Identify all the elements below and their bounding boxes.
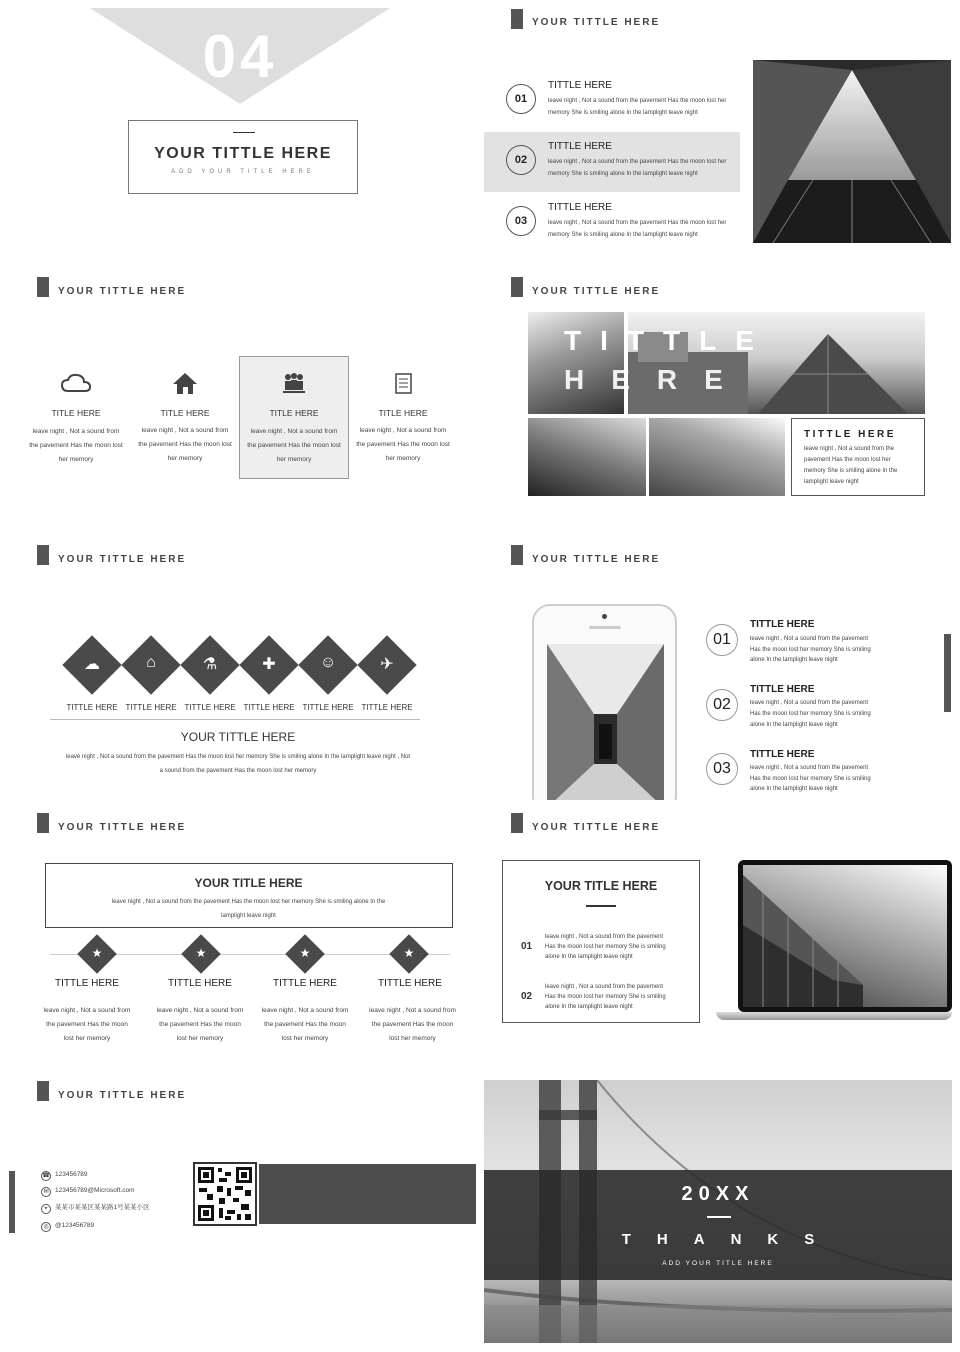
contact-address: 某某市某某区某某路1号某某小区 (55, 1204, 150, 1211)
medical-kit-icon: ✚ (262, 656, 276, 673)
phone-icon: ☎ (42, 1173, 50, 1179)
slide-contact (0, 1074, 476, 1336)
feature-title: TITLE HERE (269, 408, 319, 418)
item-text: alone In the lamplight leave night (750, 722, 838, 728)
item-text: memory She is smiling alone In the lamplight leave night (548, 171, 698, 177)
slide-icon-features (0, 270, 476, 532)
star-icon: ★ (195, 946, 207, 960)
laptop-mockup (716, 858, 952, 1024)
item-title: TITTLE HERE (378, 978, 442, 989)
phone-speaker (589, 626, 621, 629)
item-text: leave night , Not a sound from the pavement (750, 765, 869, 771)
slide-header: YOUR TITTLE HERE (58, 822, 187, 833)
item-text: lost her memory (389, 1035, 436, 1042)
header-bar (37, 813, 49, 833)
feature-text: the pavement Has the moon lost (138, 441, 232, 448)
slide-header: YOUR TITTLE HERE (532, 822, 661, 833)
title-underline (586, 905, 616, 907)
item-title: TITTLE HERE (750, 749, 815, 760)
slide-section-cover (0, 0, 476, 262)
item-text: Has the moon lost her memory She is smiling (545, 944, 666, 950)
item-text: alone In the lamplight leave night (750, 657, 838, 663)
building-photo-3 (528, 418, 646, 496)
box-title: YOUR TITLE HERE (544, 879, 658, 893)
caption-box (791, 418, 925, 496)
slide-numbered-list (484, 0, 960, 262)
star-icon: ★ (403, 946, 415, 960)
item-text: the pavement Has the moon (46, 1021, 128, 1028)
box-text: leave night , Not a sound from the pavement Has the moon lost her memory She is smiling alone In the (111, 899, 386, 905)
icon-label: TITTLE HERE (361, 703, 413, 712)
item-text: the pavement Has the moon (264, 1021, 346, 1028)
contact-phone: 123456789 (55, 1171, 88, 1178)
item-text: Has the moon lost her memory She is smiling (750, 647, 871, 653)
item-title: TITTLE HERE (750, 619, 815, 630)
item-number: 01 (521, 941, 533, 952)
item-title: TITTLE HERE (750, 684, 815, 695)
cloud-icon (60, 373, 92, 395)
feature-text: her memory (58, 456, 94, 463)
feature-text: leave night , Not a sound from (141, 427, 229, 434)
team-icon: ☺ (319, 654, 337, 671)
item-title: TITTLE HERE (55, 978, 119, 989)
feature-text: leave night , Not a sound from (32, 428, 120, 435)
caption-title: TITTLE HERE (804, 429, 896, 440)
slide-header: YOUR TITTLE HERE (532, 286, 661, 297)
item-text: leave night , Not a sound from (369, 1007, 456, 1014)
item-text: leave night , Not a sound from the pavement (545, 984, 664, 990)
side-accent-bar (9, 1171, 15, 1233)
section-subtitle: ADD YOUR TITLE HERE (171, 169, 315, 175)
home-icon (172, 371, 198, 395)
item-text: leave night , Not a sound from the pavement Has the moon lost her (548, 159, 727, 165)
item-text: leave night , Not a sound from the pavement Has the moon lost her (548, 98, 727, 104)
divider-line (50, 719, 420, 720)
item-text: alone In the lamplight leave night (545, 954, 633, 960)
caption-text: pavement Has the moon lost her (804, 457, 891, 463)
header-bar (37, 1081, 49, 1101)
title-box (128, 120, 358, 194)
number-badge: 01 (506, 84, 536, 114)
item-text: memory She is smiling alone In the lamplight leave night (548, 232, 698, 238)
slide-diamond-icons (0, 538, 476, 800)
star-icon: ★ (91, 946, 103, 960)
social-icon: ◎ (41, 1222, 51, 1232)
item-text: Has the moon lost her memory She is smiling (750, 711, 871, 717)
header-bar (511, 9, 523, 29)
item-text: alone In the lamplight leave night (750, 786, 838, 792)
number-badge: 02 (506, 145, 536, 175)
slide-phone-mockup (484, 538, 960, 800)
number-badge: 03 (506, 206, 536, 236)
header-bar (511, 277, 523, 297)
title-box (45, 863, 453, 928)
icon-label: TITTLE HERE (302, 703, 354, 712)
content-box (502, 860, 700, 1023)
feature-title: TITLE HERE (378, 408, 428, 418)
cloud-upload-icon: ☁ (84, 656, 100, 673)
item-title: TITTLE HERE (548, 202, 612, 213)
section-title: YOUR TITTLE HERE (154, 145, 332, 162)
item-text: leave night , Not a sound from the pavement (750, 700, 869, 706)
feature-text: her memory (276, 456, 312, 463)
slide-timeline (0, 806, 476, 1068)
slide-header: YOUR TITTLE HERE (532, 554, 661, 565)
caption-text: lamplight leave night (804, 479, 859, 485)
building-triangle-graphic (753, 60, 951, 243)
feature-text: the pavement Has the moon lost (356, 441, 450, 448)
title-accent-line (233, 132, 255, 133)
corridor-photo (547, 644, 664, 800)
feature-title: TITLE HERE (160, 408, 210, 418)
thanks-subtitle: ADD YOUR TITLE HERE (662, 1260, 774, 1267)
icon-label: TITTLE HERE (125, 703, 177, 712)
item-text: the pavement Has the moon (371, 1021, 454, 1028)
item-title: TITTLE HERE (548, 80, 612, 91)
dark-banner (259, 1164, 476, 1224)
item-text: leave night , Not a sound from the pavement Has the moon lost her (548, 220, 727, 226)
item-text: Has the moon lost her memory She is smiling (750, 776, 871, 782)
year-title: 20XX (681, 1183, 755, 1205)
header-bar (37, 277, 49, 297)
item-text: leave night , Not a sound from the pavement (750, 636, 869, 642)
icon-label: TITTLE HERE (243, 703, 295, 712)
number-badge: 02 (706, 689, 738, 721)
star-icon: ★ (299, 946, 311, 960)
header-bar (511, 545, 523, 565)
slide-thanks (484, 1080, 952, 1343)
document-icon (395, 373, 413, 395)
phone-camera (602, 614, 607, 619)
item-text: memory She is smiling alone In the lamplight leave night (548, 110, 698, 116)
item-text: the pavement Has the moon (159, 1021, 241, 1028)
location-icon: ⌖ (41, 1204, 51, 1214)
item-title: TITTLE HERE (273, 978, 337, 989)
section-title: YOUR TITTLE HERE (180, 730, 296, 744)
item-text: leave night , Not a sound from (156, 1007, 244, 1014)
box-text: lamplight leave night (221, 913, 276, 919)
skyscraper-photo (743, 865, 947, 1007)
airplane-icon: ✈ (380, 656, 394, 673)
feature-title: TITLE HERE (51, 408, 101, 418)
feature-text: leave night , Not a sound from (359, 427, 447, 434)
item-text: Has the moon lost her memory She is smiling (545, 994, 666, 1000)
feature-text: her memory (385, 455, 421, 462)
caption-text: memory She is smiling alone In the (804, 468, 898, 474)
slide-header: YOUR TITTLE HERE (58, 554, 187, 565)
feature-text: the pavement Has the moon lost (29, 442, 123, 449)
title-divider (707, 1216, 731, 1218)
feature-text: the pavement Has the moon lost (247, 442, 341, 449)
thanks-title: THANKS (621, 1231, 841, 1248)
laptop-base (716, 1012, 952, 1020)
item-title: TITTLE HERE (168, 978, 232, 989)
slide-photo-collage (484, 270, 960, 532)
item-text: lost her memory (176, 1035, 224, 1042)
icon-label: TITTLE HERE (184, 703, 236, 712)
feature-text: leave night , Not a sound from (250, 428, 338, 435)
number-badge: 01 (706, 624, 738, 656)
header-bar (37, 545, 49, 565)
section-text: leave night , Not a sound from the pavement Has the moon lost her memory She is smiling alone In the lamplight leave night , Not (65, 754, 411, 760)
item-text: lost her memory (63, 1035, 111, 1042)
slide-laptop-mockup (484, 806, 960, 1068)
caption-text: leave night , Not a sound from the (804, 446, 895, 452)
feature-text: her memory (167, 455, 203, 462)
home-icon: ⌂ (146, 654, 156, 671)
team-icon (282, 372, 306, 394)
flask-icon: ⚗ (202, 656, 218, 673)
qr-code (193, 1162, 257, 1226)
item-text: leave night , Not a sound from (261, 1007, 349, 1014)
side-accent-bar (944, 634, 951, 712)
icon-label: TITTLE HERE (66, 703, 118, 712)
laptop-screen (738, 860, 952, 1012)
email-icon: ✉ (41, 1187, 51, 1197)
overlay-title-2: HERE (564, 364, 750, 395)
phone-mockup (532, 604, 677, 800)
item-text: leave night , Not a sound from the pavement (545, 934, 664, 940)
number-badge: 03 (706, 753, 738, 785)
architecture-photo (753, 60, 951, 243)
section-number: 04 (202, 23, 278, 90)
item-number: 02 (521, 991, 533, 1002)
item-title: TITTLE HERE (548, 141, 612, 152)
item-text: leave night , Not a sound from (43, 1007, 131, 1014)
item-text: alone In the lamplight leave night (545, 1004, 633, 1010)
contact-social: @123456789 (55, 1222, 95, 1229)
overlay-title: TITTLE (564, 325, 773, 356)
header-bar (511, 813, 523, 833)
building-photo-4 (649, 418, 785, 496)
section-text: a sound from the pavement Has the moon lost her memory (159, 768, 317, 774)
item-text: lost her memory (281, 1035, 329, 1042)
contact-email: 123456789@Microsoft.com (55, 1187, 135, 1194)
box-title: YOUR TITLE HERE (194, 876, 303, 890)
slide-header: YOUR TITTLE HERE (58, 286, 187, 297)
slide-header: YOUR TITTLE HERE (58, 1090, 187, 1101)
slide-header: YOUR TITTLE HERE (532, 17, 661, 28)
